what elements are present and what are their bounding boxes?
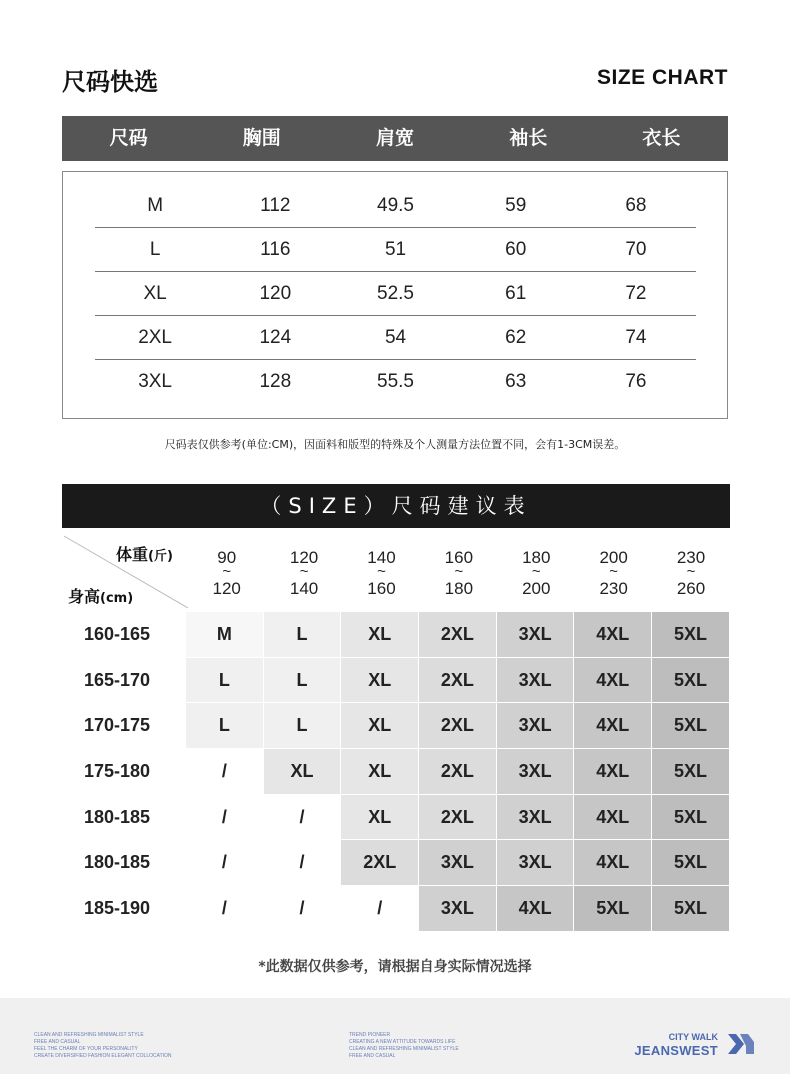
table-cell: XL [143, 283, 167, 304]
size-cell: / [186, 795, 264, 841]
size-cell: 4XL [574, 840, 652, 886]
table-row [95, 360, 696, 404]
table-row [95, 228, 696, 272]
column-header: 袖长 [509, 127, 548, 149]
grid-row [62, 749, 730, 795]
table-cell: 61 [505, 283, 527, 304]
size-cell: 5XL [652, 612, 730, 658]
size-chart-header [62, 116, 728, 161]
size-cell: / [264, 886, 342, 932]
weight-from: 120 [289, 548, 319, 567]
footer [0, 998, 790, 1074]
size-cell: L [264, 703, 342, 749]
table-cell: 63 [505, 371, 527, 392]
tilde: ~ [377, 563, 386, 580]
grid-row [62, 886, 730, 932]
table-cell: 124 [259, 327, 292, 348]
footer-line: CREATE DIVERSIFIED FASHION ELEGANT COLLOCATION [34, 1053, 172, 1059]
footer-line: FEEL THE CHARM OF YOUR PERSONALITY [34, 1046, 138, 1052]
weight-to: 230 [599, 579, 628, 598]
size-cell: XL [341, 703, 419, 749]
size-cell: 2XL [341, 840, 419, 886]
size-cell: XL [341, 612, 419, 658]
table-cell: 72 [625, 283, 647, 304]
size-cell: 4XL [497, 886, 575, 932]
table-cell: M [147, 195, 164, 216]
column-header: 尺码 [109, 127, 148, 149]
footer-slogan-center [349, 1032, 459, 1060]
size-cell: 4XL [574, 612, 652, 658]
tilde: ~ [454, 563, 464, 580]
weight-to: 180 [444, 579, 474, 598]
size-cell: M [186, 612, 264, 658]
height-range: 185-190 [84, 898, 151, 919]
tilde: ~ [299, 563, 309, 580]
disclaimer: *此数据仅供参考，请根据自身实际情况选择 [258, 959, 532, 975]
size-cell: L [186, 658, 264, 704]
footer-line: FREE AND CASUAL [349, 1053, 396, 1059]
measurement-note: 尺码表仅供参考(单位:CM)，因面料和版型的特殊及个人测量方法位置不同，会有1-3CM误差。 [164, 438, 626, 451]
tilde: ~ [609, 563, 619, 580]
footer-slogan-left [34, 1032, 172, 1060]
size-cell: 5XL [652, 840, 730, 886]
size-cell: XL [264, 749, 342, 795]
weight-to: 200 [522, 579, 551, 598]
size-cell: 3XL [419, 840, 497, 886]
table-cell: 120 [259, 283, 292, 304]
grid-row [62, 703, 730, 749]
table-cell: L [149, 239, 161, 260]
size-grid [62, 612, 730, 932]
tilde: ~ [686, 563, 696, 580]
height-range: 165-170 [84, 669, 151, 690]
size-cell: / [186, 840, 264, 886]
column-header: 衣长 [642, 127, 681, 149]
size-cell: 3XL [497, 658, 575, 704]
size-cell: / [264, 840, 342, 886]
brand-mark-icon [726, 1032, 756, 1056]
column-header: 胸围 [242, 127, 281, 149]
weight-range [652, 548, 729, 598]
size-cell: 5XL [652, 886, 730, 932]
tilde: ~ [222, 563, 232, 580]
table-cell: 52.5 [377, 283, 414, 304]
column-header: 肩宽 [376, 127, 415, 149]
weight-range [188, 548, 265, 598]
weight-from: 180 [522, 548, 551, 567]
table-row [95, 272, 696, 316]
size-cell: 5XL [574, 886, 652, 932]
grid-row [62, 658, 730, 704]
size-cell: 4XL [574, 749, 652, 795]
size-cell: 5XL [652, 658, 730, 704]
size-cell: 3XL [497, 612, 575, 658]
weight-ranges [188, 548, 730, 598]
table-corner [62, 532, 188, 608]
size-cell: XL [341, 795, 419, 841]
brand-line2: JEANSWEST [634, 1043, 718, 1058]
brand-logo [626, 1030, 756, 1060]
size-cell: 4XL [574, 795, 652, 841]
height-axis-label: 身高(cm) [68, 587, 134, 606]
size-cell: / [186, 886, 264, 932]
size-cell: 2XL [419, 658, 497, 704]
weight-range [420, 548, 497, 598]
weight-to: 260 [676, 579, 706, 598]
height-range: 180-185 [84, 852, 151, 873]
table-cell: 116 [260, 239, 291, 260]
size-cell: L [186, 703, 264, 749]
table-cell: 2XL [138, 327, 172, 348]
weight-range [575, 548, 652, 598]
size-cell: 5XL [652, 703, 730, 749]
size-cell: 4XL [574, 703, 652, 749]
size-cell: XL [341, 749, 419, 795]
size-cell: XL [341, 658, 419, 704]
size-cell: 3XL [497, 795, 575, 841]
table-cell: 68 [625, 195, 647, 216]
table-row [95, 316, 696, 360]
page-title-en: SIZE CHART [597, 66, 728, 89]
size-cell: / [264, 795, 342, 841]
weight-from: 90 [217, 548, 237, 567]
table-cell: 59 [505, 195, 527, 216]
size-cell: 3XL [497, 749, 575, 795]
height-range: 175-180 [84, 761, 151, 782]
page-header [62, 62, 728, 98]
footer-line: CREATING A NEW ATTITUDE TOWARDS LIFE [349, 1039, 456, 1045]
size-cell: 3XL [419, 886, 497, 932]
size-cell: 2XL [419, 612, 497, 658]
tilde: ~ [531, 563, 541, 580]
table-cell: 74 [625, 327, 647, 348]
table-cell: 49.5 [377, 195, 414, 216]
size-cell: 2XL [419, 795, 497, 841]
size-cell: L [264, 658, 342, 704]
table-cell: 70 [625, 239, 647, 260]
grid-row [62, 840, 730, 886]
weight-from: 230 [676, 548, 706, 567]
weight-axis-label: 体重(斤) [116, 545, 173, 564]
size-chart-body [62, 171, 728, 419]
grid-row [62, 612, 730, 658]
footer-line: FREE AND CASUAL [34, 1039, 81, 1045]
table-cell: 60 [505, 239, 527, 260]
weight-from: 140 [367, 548, 396, 567]
size-cell: 2XL [419, 703, 497, 749]
table-row [95, 184, 696, 228]
table-cell: 54 [384, 327, 407, 348]
grid-row [62, 795, 730, 841]
size-cell: / [341, 886, 419, 932]
table-cell: 76 [625, 371, 647, 392]
weight-to: 120 [212, 579, 241, 598]
footer-line: CLEAN AND REFRESHING MINIMALIST STYLE [34, 1032, 144, 1038]
size-cell: 5XL [652, 749, 730, 795]
table-cell: 128 [259, 371, 292, 392]
brand-line1: CITY WALK [668, 1032, 718, 1042]
size-cell: / [186, 749, 264, 795]
table-cell: 51 [384, 239, 407, 260]
page-title-cn: 尺码快选 [62, 68, 158, 96]
weight-range [265, 548, 342, 598]
height-range: 180-185 [84, 806, 151, 827]
table-cell: 3XL [138, 371, 172, 392]
weight-range [343, 548, 420, 598]
weight-from: 160 [444, 548, 474, 567]
height-range: 170-175 [84, 715, 151, 736]
table-cell: 112 [260, 195, 291, 216]
weight-from: 200 [599, 548, 628, 567]
size-cell: 3XL [497, 840, 575, 886]
size-cell: 2XL [419, 749, 497, 795]
recommend-banner: （SIZE）尺码建议表 [62, 484, 730, 528]
footer-line: TREND PIONEER [349, 1032, 391, 1038]
size-cell: 4XL [574, 658, 652, 704]
footer-line: CLEAN AND REFRESHING MINIMALIST STYLE [349, 1046, 459, 1052]
table-cell: 62 [505, 327, 527, 348]
size-cell: 5XL [652, 795, 730, 841]
weight-range [498, 548, 575, 598]
size-cell: 3XL [497, 703, 575, 749]
height-range: 160-165 [84, 624, 151, 644]
size-cell: L [264, 612, 342, 658]
table-cell: 55.5 [377, 371, 414, 392]
weight-to: 160 [367, 579, 396, 598]
weight-to: 140 [289, 579, 319, 598]
